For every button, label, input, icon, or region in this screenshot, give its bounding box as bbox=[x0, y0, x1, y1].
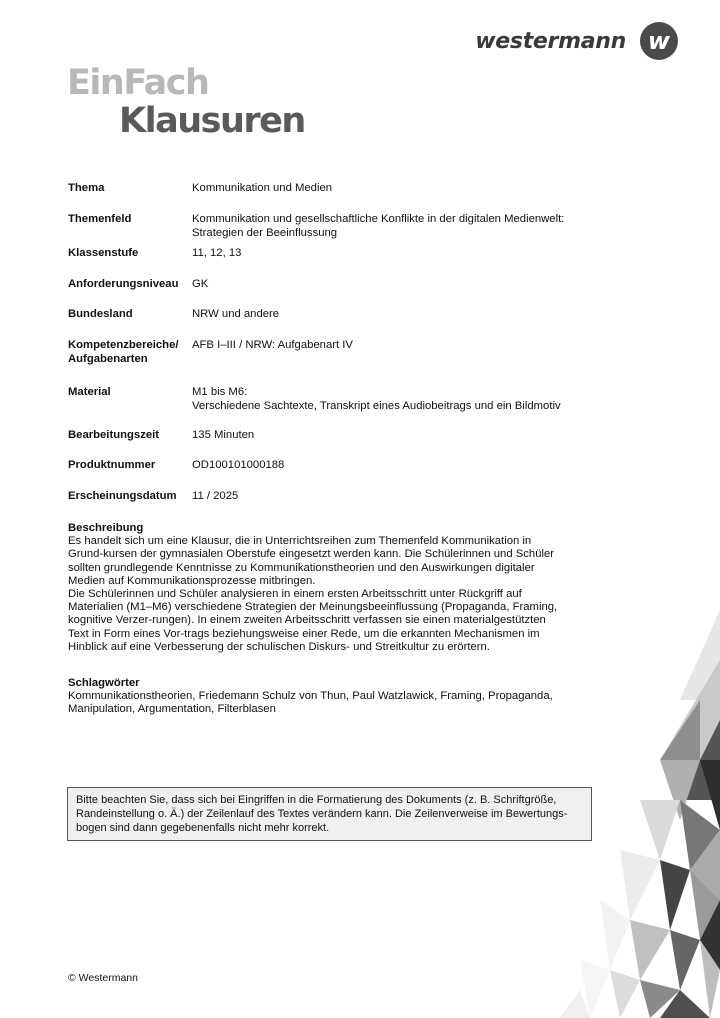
meta-row-bearbeitungszeit bbox=[68, 428, 572, 442]
meta-value: Kommunikation und Medien bbox=[192, 182, 333, 194]
meta-value: AFB I–III / NRW: Aufgabenart IV bbox=[192, 339, 353, 351]
meta-key: Bearbeitungszeit bbox=[68, 429, 160, 441]
description-section bbox=[68, 522, 558, 654]
series-title bbox=[67, 64, 305, 140]
meta-row-klassenstufe bbox=[68, 246, 572, 260]
westermann-logo-icon: w bbox=[640, 22, 678, 60]
keywords-text: Kommunikationstheorien, Friedemann Schulz von Thun, Paul Watzlawick, Framing, Propaganda, Manipulation, Argumentation, Filterblasen bbox=[68, 690, 553, 716]
copyright-footer: © Westermann bbox=[68, 972, 138, 984]
meta-row-produktnummer bbox=[68, 458, 572, 472]
meta-row-themenfeld bbox=[68, 212, 572, 240]
meta-value: OD100101000188 bbox=[192, 459, 285, 471]
meta-row-kompetenzbereiche bbox=[68, 338, 572, 366]
meta-value: M1 bis M6: Verschiedene Sachtexte, Transkript eines Audiobeitrags und ein Bildmotiv bbox=[192, 386, 561, 412]
meta-key: Themenfeld bbox=[68, 213, 132, 225]
keywords-heading: Schlagwörter bbox=[68, 677, 140, 689]
meta-key: Bundesland bbox=[68, 308, 133, 320]
description-paragraph-2: Die Schülerinnen und Schüler analysieren in einem ersten Arbeitsschritt unter Rückgriff auf Materialien (M1–M6) verschiedene Strategien der Meinungsbeeinflussung (Propaganda, Framing, kognitive Verzer-rungen). In einem zweiten Arbeitsschritt verfassen sie einen materialgestützten Text in Form eines Vor-trags beziehungsweise einer Rede, um die erkannten Mechanismen im Hinblick auf eine Verbesserung der schulischen Diskurs- und Streitkultur zu erörtern. bbox=[68, 588, 558, 653]
meta-row-erscheinungsdatum bbox=[68, 489, 572, 503]
series-title-line2: Klausuren bbox=[119, 101, 305, 141]
meta-key: Produktnummer bbox=[68, 459, 156, 471]
decorative-triangle-pattern bbox=[540, 600, 720, 1018]
meta-key: Thema bbox=[68, 182, 105, 194]
formatting-notice: Bitte beachten Sie, dass sich bei Eingriffen in die Formatierung des Dokuments (z. B. Schriftgröße, Randeinstellung o. Ä.) der Zeilenlauf des Textes verändern kann. Die Zeilenverweise im Bewertungs-bogen sind dann gegebenenfalls nicht mehr korrekt. bbox=[67, 787, 592, 841]
description-heading: Beschreibung bbox=[68, 522, 144, 534]
meta-value: GK bbox=[192, 278, 209, 290]
meta-value: 11, 12, 13 bbox=[192, 247, 242, 259]
meta-row-anforderungsniveau bbox=[68, 277, 572, 291]
meta-key: Anforderungsniveau bbox=[68, 278, 179, 290]
meta-value: 135 Minuten bbox=[192, 429, 255, 441]
meta-value: Kommunikation und gesellschaftliche Konflikte in der digitalen Medienwelt: Strategien der Beeinflussung bbox=[192, 213, 565, 239]
meta-key: Erscheinungsdatum bbox=[68, 490, 177, 502]
meta-key: Klassenstufe bbox=[68, 247, 139, 259]
meta-row-material bbox=[68, 385, 572, 413]
meta-key: Kompetenzbereiche/ Aufgabenarten bbox=[68, 339, 179, 365]
publisher-brand bbox=[475, 22, 678, 60]
keywords-section bbox=[68, 677, 558, 717]
series-title-line1: EinFach bbox=[67, 63, 209, 103]
meta-row-bundesland bbox=[68, 307, 572, 321]
meta-value: 11 / 2025 bbox=[192, 490, 239, 502]
meta-row-thema bbox=[68, 181, 572, 195]
meta-key: Material bbox=[68, 386, 111, 398]
meta-value: NRW und andere bbox=[192, 308, 280, 320]
description-paragraph-1: Es handelt sich um eine Klausur, die in Unterrichtsreihen zum Themenfeld Kommunikation in Grund-kursen der gymnasialen Oberstufe eingesetzt werden kann. Die Schülerinnen und Schüler sollten grundlegende Kenntnisse zu Kommunikationstheorien und den Auswirkungen digitaler Medien auf Kommunikationsprozesse mitbringen. bbox=[68, 535, 555, 587]
publisher-name: westermann bbox=[475, 28, 626, 54]
